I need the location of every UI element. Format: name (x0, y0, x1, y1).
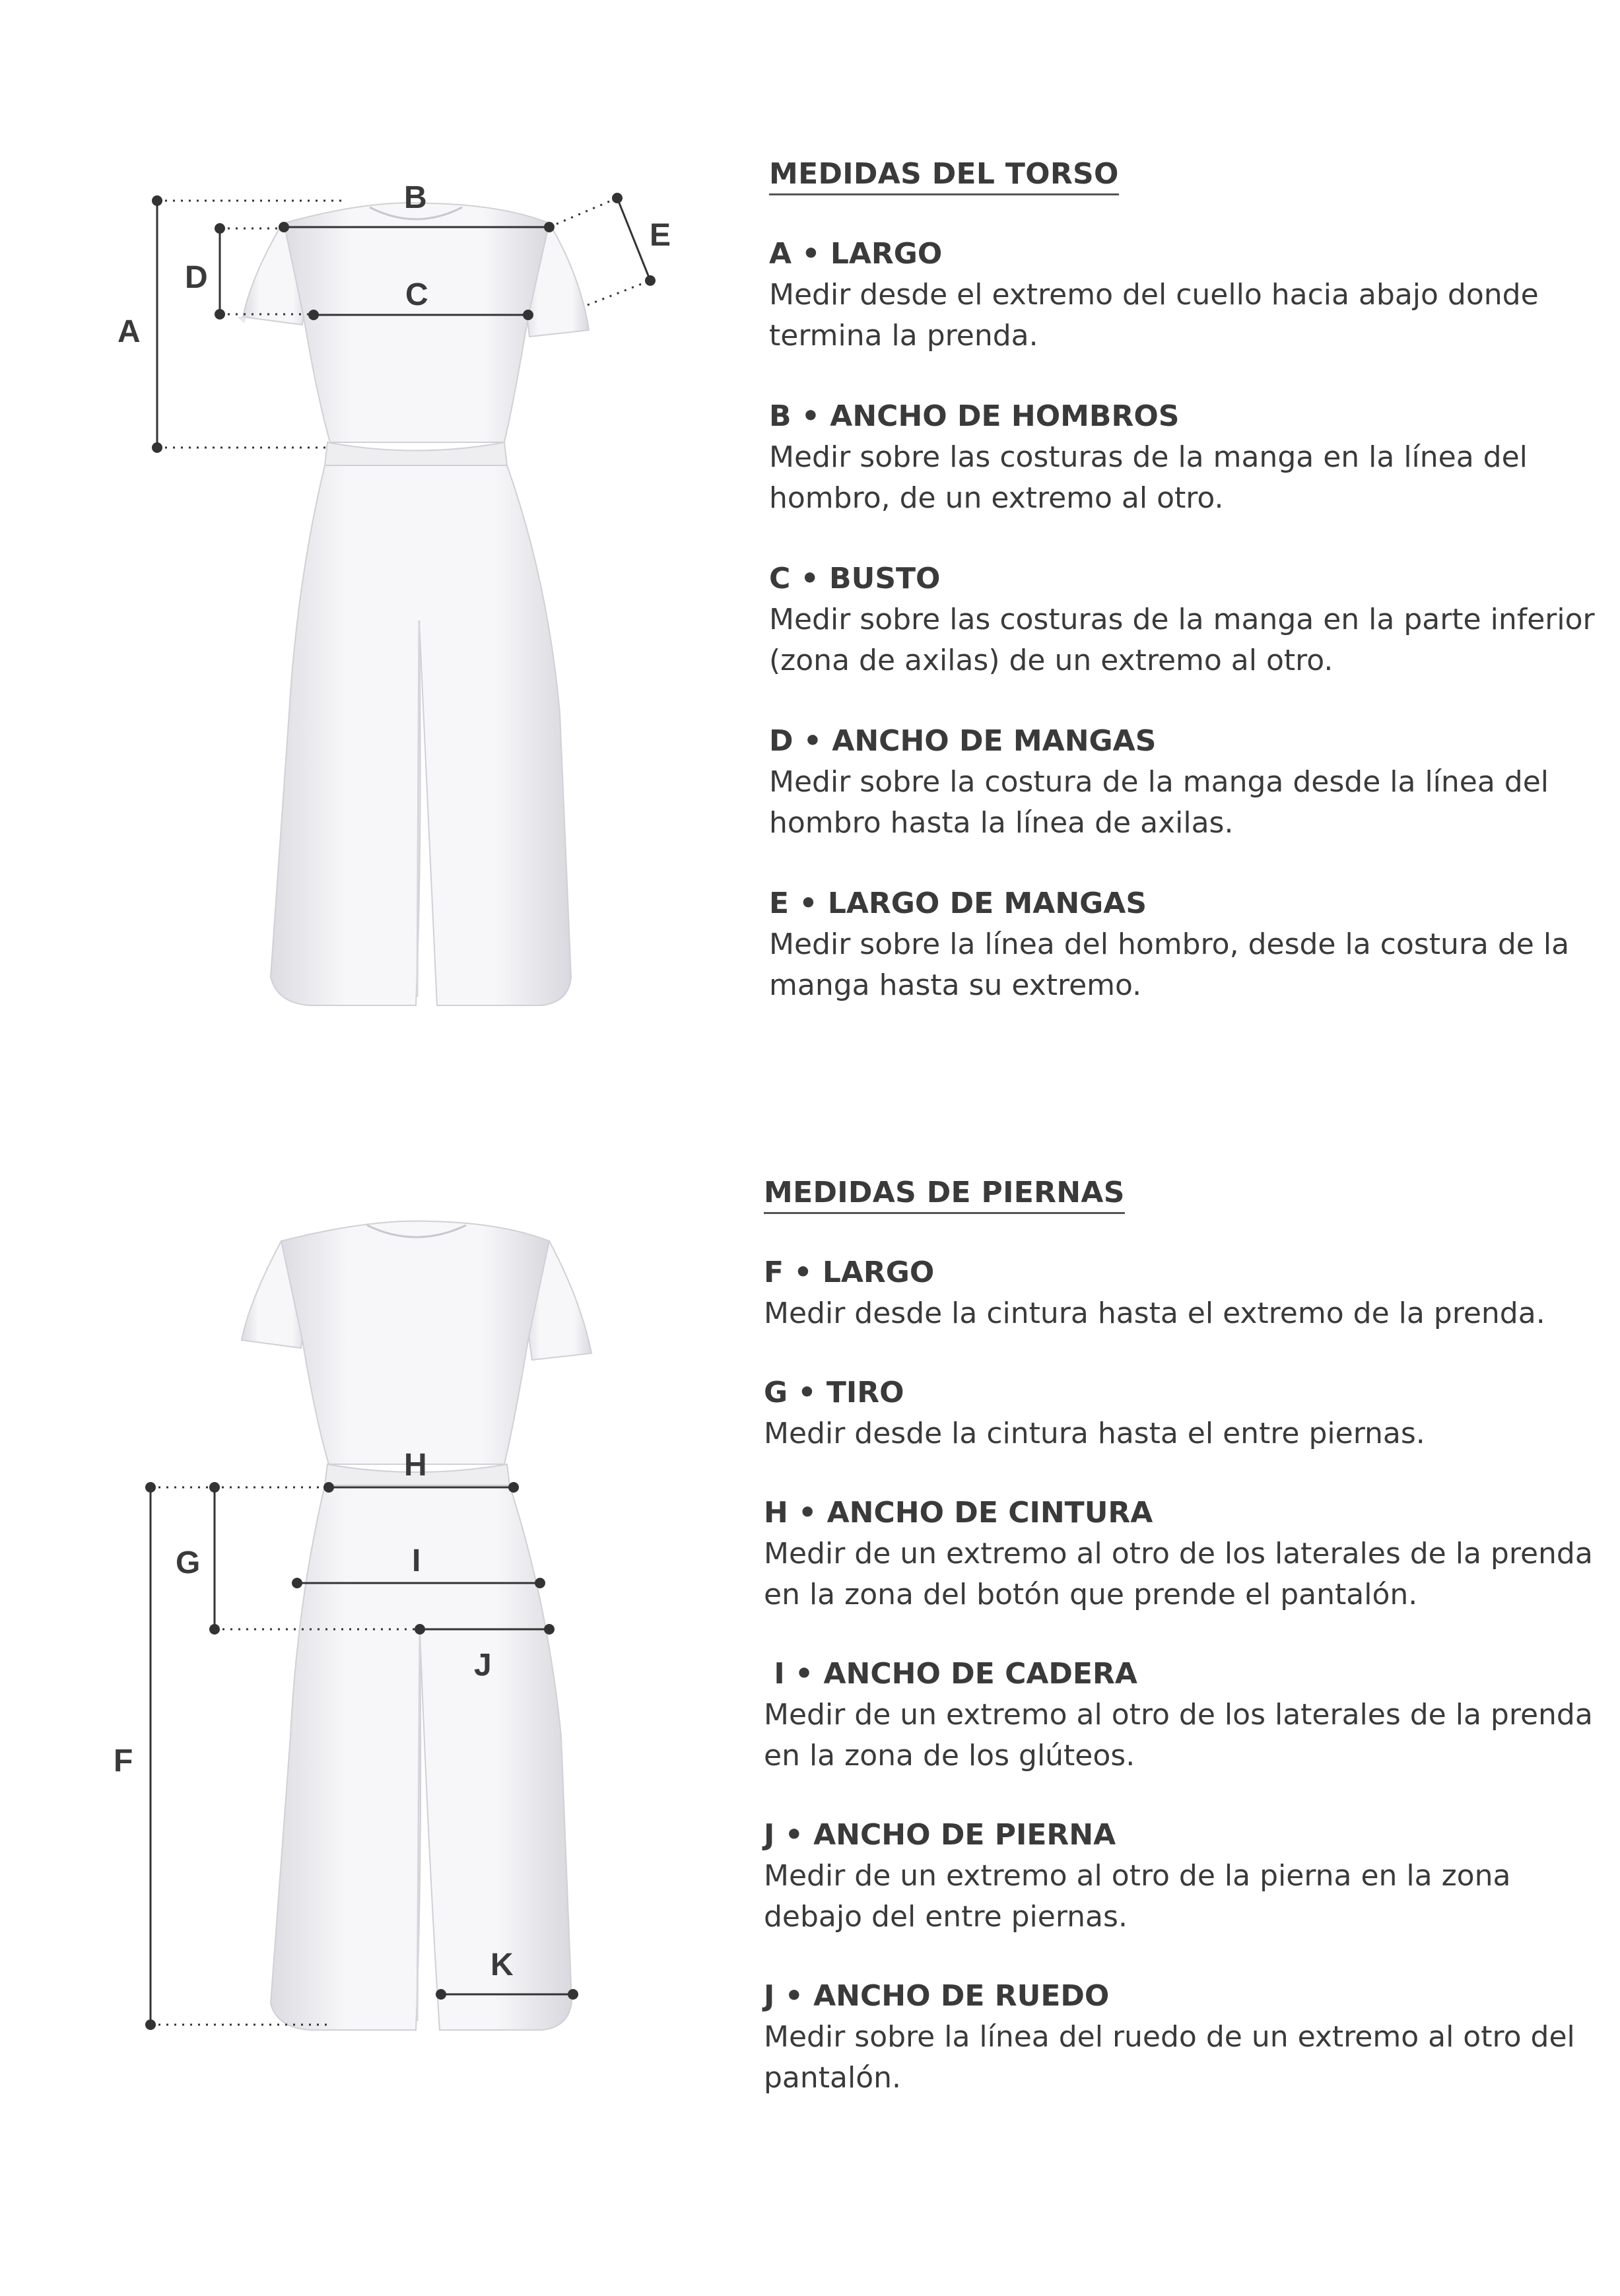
legs-item-j (764, 1815, 1602, 1938)
label-b: B (404, 180, 427, 215)
torso-section-title: MEDIDAS DEL TORSO (769, 157, 1119, 195)
item-description: Medir sobre la línea del ruedo de un extremo al otro del pantalón. (764, 2020, 1575, 2095)
torso-item-b (769, 396, 1607, 519)
item-heading: C • BUSTO (769, 562, 941, 595)
item-heading: J • ANCHO DE RUEDO (764, 1979, 1110, 2013)
item-description: Medir de un extremo al otro de los laterales de la prenda en la zona de los glúteos. (764, 1698, 1593, 1773)
item-heading: I • ANCHO DE CADERA (764, 1657, 1137, 1691)
label-j: J (474, 1648, 492, 1683)
label-g: G (176, 1545, 201, 1580)
label-h: H (404, 1448, 427, 1483)
label-k: K (490, 1947, 514, 1982)
legs-diagram (0, 1142, 726, 2119)
torso-diagram (0, 119, 726, 1056)
item-description: Medir de un extremo al otro de los laterales de la prenda en la zona del botón que prende el pantalón. (764, 1537, 1593, 1611)
torso-item-e (769, 883, 1607, 1006)
item-heading: F • LARGO (764, 1256, 935, 1289)
jumpsuit-illustration (238, 203, 589, 1005)
item-description: Medir desde la cintura hasta el extremo de la prenda. (764, 1297, 1545, 1330)
torso-measurements-panel (769, 157, 1607, 1046)
item-heading: G • TIRO (764, 1376, 904, 1409)
legs-item-f (764, 1252, 1602, 1334)
legs-item-g (764, 1372, 1602, 1454)
label-a: A (118, 314, 141, 349)
torso-item-a (769, 234, 1607, 356)
torso-item-c (769, 558, 1607, 681)
label-i: I (412, 1543, 421, 1578)
item-description: Medir sobre las costuras de la manga en la línea del hombro, de un extremo al otro. (769, 440, 1528, 515)
torso-item-d (769, 721, 1607, 844)
item-heading: H • ANCHO DE CINTURA (764, 1496, 1153, 1530)
label-c: C (405, 277, 428, 312)
item-heading: B • ANCHO DE HOMBROS (769, 399, 1180, 433)
item-heading: D • ANCHO DE MANGAS (769, 724, 1157, 758)
label-e: E (650, 218, 671, 253)
legs-section-title: MEDIDAS DE PIERNAS (764, 1176, 1125, 1214)
item-description: Medir de un extremo al otro de la pierna en la zona debajo del entre piernas. (764, 1859, 1511, 1934)
item-description: Medir sobre las costuras de la manga en la parte inferior (zona de axilas) de un extremo al otro. (769, 603, 1595, 677)
item-description: Medir desde la cintura hasta el entre piernas. (764, 1417, 1425, 1450)
item-description: Medir desde el extremo del cuello hacia abajo donde termina la prenda. (769, 278, 1539, 353)
label-d: D (185, 260, 208, 295)
legs-item-k (764, 1976, 1602, 2099)
item-heading: E • LARGO DE MANGAS (769, 887, 1147, 920)
legs-measurements-panel (764, 1176, 1602, 2137)
item-description: Medir sobre la costura de la manga desde la línea del hombro hasta la línea de axilas. (769, 765, 1549, 840)
item-description: Medir sobre la línea del hombro, desde la costura de la manga hasta su extremo. (769, 928, 1570, 1002)
item-heading: A • LARGO (769, 237, 943, 271)
label-f: F (114, 1743, 133, 1778)
legs-item-h (764, 1493, 1602, 1615)
legs-item-i (764, 1654, 1602, 1776)
item-heading: J • ANCHO DE PIERNA (764, 1818, 1116, 1852)
